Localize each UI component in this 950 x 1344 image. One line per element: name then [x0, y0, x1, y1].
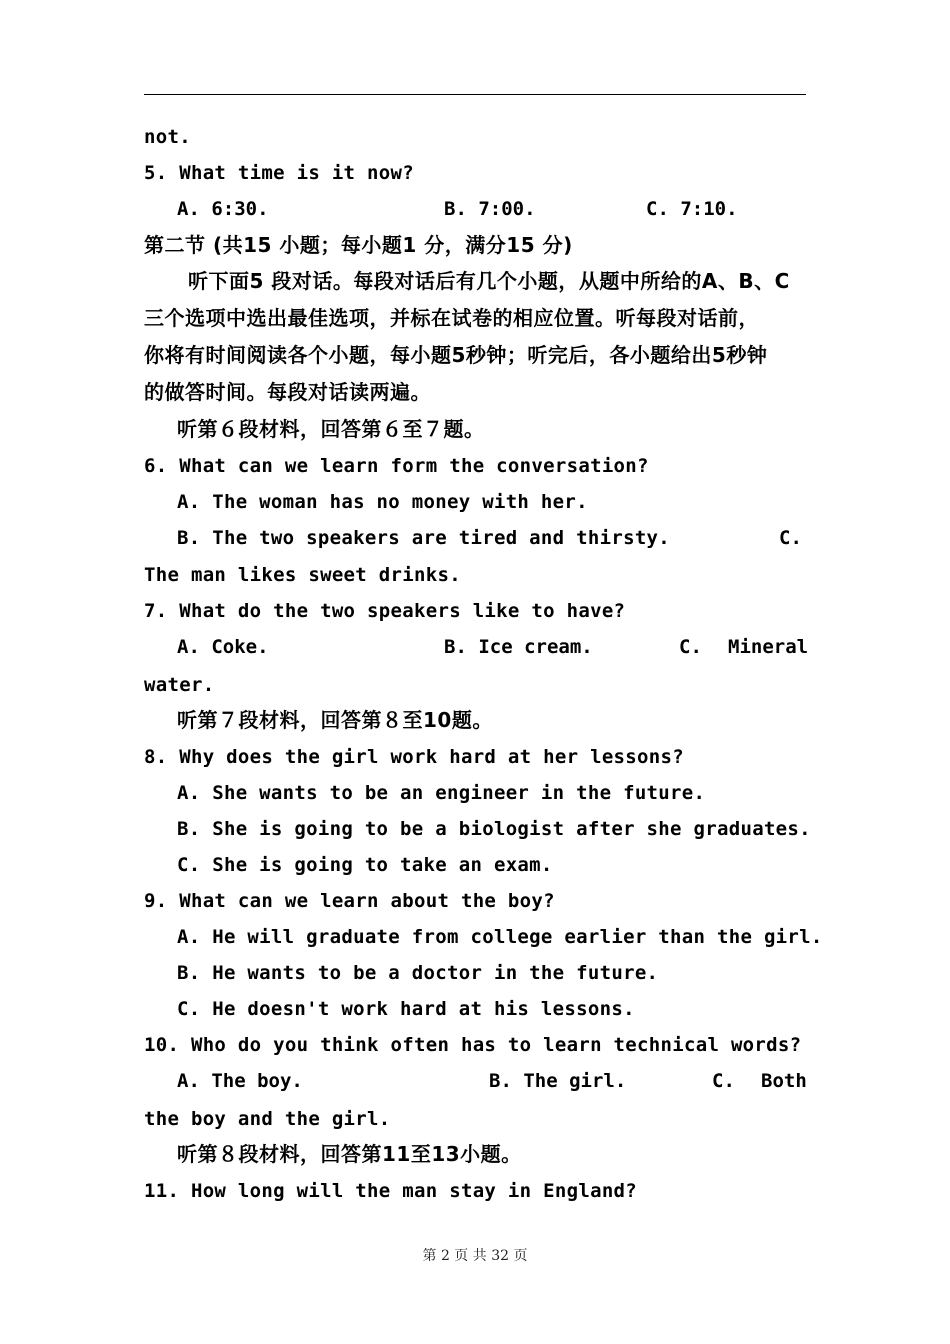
material-heading: 听第８段材料，回答第11至13小题。	[177, 1142, 522, 1166]
option-9b: B. He wants to be a doctor in the future.	[177, 962, 659, 984]
option-5b: B. 7:00.	[444, 198, 536, 220]
option-8a: A. She wants to be an engineer in the future.	[177, 782, 706, 804]
question-9: 9. What can we learn about the boy?	[144, 890, 555, 912]
option-10c: Both	[761, 1070, 807, 1092]
question-11: 11. How long will the man stay in England?	[144, 1180, 638, 1202]
question-10: 10. Who do you think often has to learn technical words?	[144, 1034, 802, 1056]
question-5: 5. What time is it now?	[144, 162, 414, 184]
option-7c-cont: water.	[144, 674, 215, 696]
option-6b: B. The two speakers are tired and thirsty.	[177, 527, 671, 549]
question-6: 6. What can we learn form the conversation?	[144, 455, 649, 477]
header-rule	[144, 94, 806, 95]
option-10a: A. The boy.	[177, 1070, 303, 1092]
option-7c: Mineral	[728, 636, 809, 658]
section-heading: 第二节 (共15 小题；每小题1 分，满分15 分)	[144, 233, 573, 257]
option-10c-cont: the boy and the girl.	[144, 1108, 391, 1130]
instruction-line: 你将有时间阅读各个小题，每小题5秒钟；听完后，各小题给出5秒钟	[144, 343, 768, 367]
text-line: not.	[144, 126, 191, 148]
question-8: 8. Why does the girl work hard at her lessons?	[144, 746, 684, 768]
material-heading: 听第７段材料，回答第８至10题。	[177, 708, 493, 732]
option-10b: B. The girl.	[489, 1070, 627, 1092]
option-5a: A. 6:30.	[177, 198, 269, 220]
material-heading: 听第６段材料，回答第６至７题。	[177, 417, 485, 441]
option-10c-mark: C.	[712, 1070, 735, 1092]
option-5c: C. 7:10.	[646, 198, 738, 220]
option-7b: B. Ice cream.	[444, 636, 593, 658]
option-9c: C. He doesn't work hard at his lessons.	[177, 998, 635, 1020]
option-8b: B. She is going to be a biologist after she graduates.	[177, 818, 811, 840]
option-8c: C. She is going to take an exam.	[177, 854, 553, 876]
option-7c-mark: C.	[679, 636, 702, 658]
option-9a: A. He will graduate from college earlier than the girl.	[177, 926, 823, 948]
instruction-line: 的做答时间。每段对话读两遍。	[144, 380, 431, 404]
instruction-line: 三个选项中选出最佳选项，并标在试卷的相应位置。听每段对话前，	[144, 306, 759, 330]
option-6c-mark: C.	[779, 527, 802, 549]
option-6c: The man likes sweet drinks.	[144, 564, 461, 586]
option-6a: A. The woman has no money with her.	[177, 491, 588, 513]
page-footer: 第 2 页 共 32 页	[422, 1248, 528, 1264]
option-7a: A. Coke.	[177, 636, 269, 658]
instruction-line: 听下面5 段对话。每段对话后有几个小题，从题中所给的A、B、C	[188, 269, 790, 293]
question-7: 7. What do the two speakers like to have?	[144, 600, 626, 622]
